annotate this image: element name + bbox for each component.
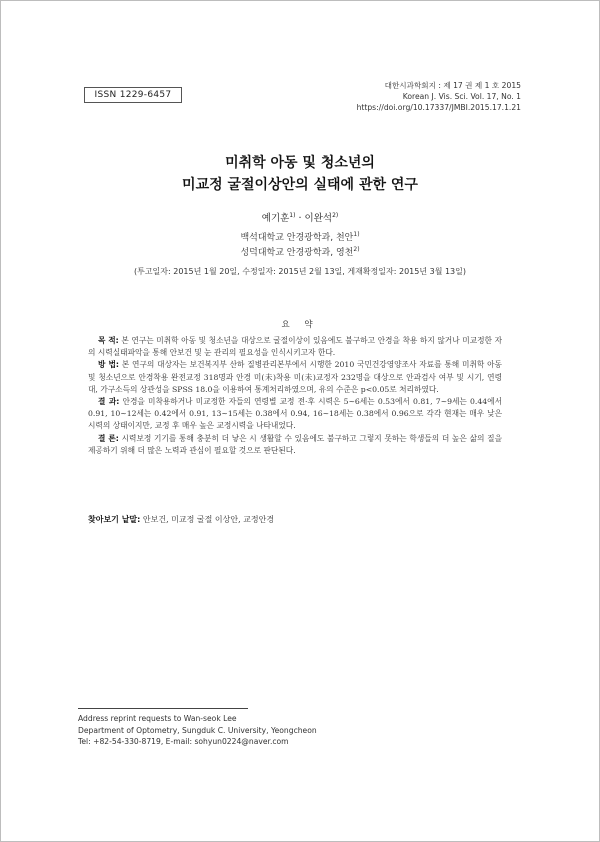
- author-1: 예기훈: [261, 213, 290, 224]
- abstract-heading: 요 약: [281, 320, 319, 330]
- footnote-line-3: Tel: +82-54-330-8719, E-mail: sohyun0224@naver.com: [78, 737, 289, 746]
- paper-title: [0, 152, 600, 196]
- abstract-methods-text: 본 연구의 대상자는 보건복지부 산하 질병관리본부에서 시행한 2010 국민건강영양조사 자료를 통해 미취학 아동 및 청소년으로 안경착용 완전교정 318명과 안경 미(未)착용 미(未)교정자 232명을 대상으로 안과검사 여부 및 시기, 연령대, 가구소득의 상관성을 SPSS 18.0을 이용하여 통계처리하였으며, 유의 수준은 p<0.05로 처리하였다.: [88, 360, 502, 394]
- affiliation-2-text: 성덕대학교 안경광학과, 영천: [240, 248, 354, 258]
- keywords-text: 안보건, 미교정 굴절 이상안, 교정안경: [140, 515, 275, 524]
- title-line-1: 미취학 아동 및 청소년의: [225, 155, 375, 171]
- abstract-conclusion: [88, 433, 502, 457]
- abstract-conclusion-label: 결 론:: [98, 433, 119, 443]
- doi-link[interactable]: https://doi.org/10.17337/JMBI.2015.17.1.21: [356, 103, 521, 112]
- affiliation-1-text: 백석대학교 안경광학과, 천안: [240, 233, 354, 243]
- journal-header: [357, 80, 521, 113]
- author-2-affil-mark: 2): [332, 212, 339, 219]
- abstract-conclusion-text: 시력보정 기기를 통해 충분히 더 낳은 시 생활할 수 있음에도 불구하고 그렇지 못하는 학생들의 더 높은 삶의 질을 제공하기 위해 더 많은 노력과 관심이 필요할 것으로 판단된다.: [88, 433, 502, 455]
- affiliation-1-mark: 1): [353, 231, 360, 238]
- title-line-2: 미교정 굴절이상안의 실태에 관한 연구: [182, 177, 418, 193]
- submission-dates: (투고일자: 2015년 1월 20일, 수정일자: 2015년 2월 13일, 게재확정일자: 2015년 3월 13일): [133, 267, 466, 276]
- abstract-methods: [88, 359, 502, 396]
- abstract-results-label: 결 과:: [98, 397, 120, 407]
- abstract-methods-label: 방 법:: [98, 360, 119, 370]
- author-1-affil-mark: 1): [289, 212, 296, 219]
- keywords-label: 찾아보기 낱말:: [88, 515, 141, 524]
- footnote-line-1: Address reprint requests to Wan-seok Lee: [78, 714, 237, 723]
- abstract-purpose-label: 목 적:: [98, 336, 119, 345]
- author-separator: ·: [295, 213, 305, 224]
- affiliation-2-mark: 2): [353, 246, 360, 253]
- abstract-results-text: 안경을 미착용하거나 미교정한 자들의 연령별 교정 전·후 시력은 5~6세는 0.53에서 0.81, 7~9세는 0.44에서 0.91, 10~12세는 0.42에서 0.91, 13~15세는 0.38에서 0.94, 16~18세는 0.38에서 0.96으로 각각 현재는 매우 낮은 시력의 상태이지만, 교정 후 매우 높은 교정시력을 나타내었다.: [88, 397, 502, 431]
- footnote-divider: [78, 708, 248, 709]
- abstract-results: [88, 396, 502, 433]
- abstract-purpose: [88, 335, 502, 359]
- author-list: [0, 210, 600, 224]
- journal-korean: 대한시과학회지 : 제 17 권 제 1 호 2015: [384, 81, 521, 90]
- keywords: [88, 514, 274, 525]
- correspondence-footnote: [78, 713, 317, 748]
- footnote-line-2: Department of Optometry, Sungduk C. University, Yeongcheon: [78, 725, 317, 735]
- abstract-purpose-text: 본 연구는 미취학 아동 및 청소년을 대상으로 굴절이상이 있음에도 불구하고 안경을 착용 하지 않거나 미교정한 자의 시력실태파악을 통해 안보건 및 눈 관리의 필요성을 인식시키고자 한다.: [88, 336, 502, 358]
- author-2: 이완석: [304, 213, 333, 224]
- affiliation-2: [0, 245, 600, 258]
- abstract-body: [88, 335, 502, 457]
- issn-box: ISSN 1229-6457: [84, 87, 182, 103]
- affiliation-1: [0, 230, 600, 243]
- journal-english: Korean J. Vis. Sci. Vol. 17, No. 1: [402, 92, 521, 101]
